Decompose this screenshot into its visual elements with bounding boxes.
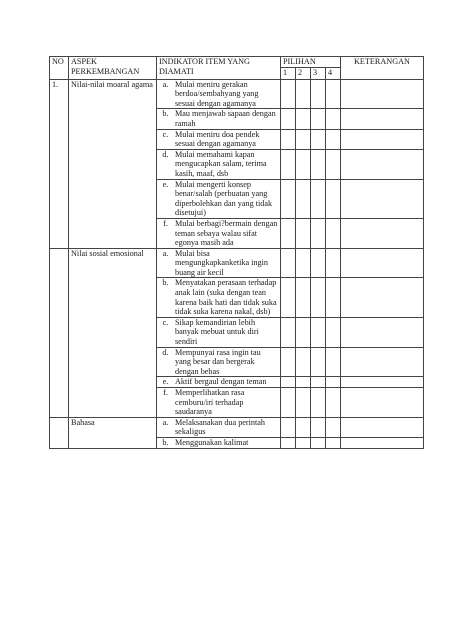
keterangan-cell[interactable] <box>341 218 424 248</box>
choice-cell-1[interactable] <box>281 248 296 278</box>
indicator-cell <box>157 317 281 347</box>
indicator-text: Mulai bisa mengungkapkanketika ingin buang air kecil <box>175 248 268 277</box>
choice-cell-3[interactable] <box>311 437 326 448</box>
aspect-label: Bahasa <box>69 417 157 448</box>
indicator-cell <box>157 218 281 248</box>
indicator-cell <box>157 79 281 109</box>
pilihan-col-3: 3 <box>311 67 326 79</box>
indicator-text: Mulai meniru gerakan berdoa/sembahyang yang sesuai dengan agamanya <box>175 79 259 108</box>
choice-cell-2[interactable] <box>296 248 311 278</box>
choice-cell-3[interactable] <box>311 278 326 317</box>
choice-cell-4[interactable] <box>326 218 341 248</box>
header-no: NO <box>50 57 69 80</box>
choice-cell-3[interactable] <box>311 79 326 109</box>
row-number <box>50 248 69 417</box>
choice-cell-4[interactable] <box>326 347 341 377</box>
choice-cell-2[interactable] <box>296 109 311 129</box>
indicator-cell <box>157 417 281 437</box>
choice-cell-3[interactable] <box>311 347 326 377</box>
keterangan-cell[interactable] <box>341 248 424 278</box>
keterangan-cell[interactable] <box>341 278 424 317</box>
choice-cell-1[interactable] <box>281 347 296 377</box>
indicator-text: Memperlihatkan rasa cemburu/iri terhadap saudaranya <box>175 388 245 417</box>
indicator-text: Mulai memahami kapan mengucapkan salam, terima kasih, maaf, dsb <box>175 149 267 178</box>
choice-cell-4[interactable] <box>326 179 341 218</box>
choice-cell-1[interactable] <box>281 278 296 317</box>
aspect-label: Nilai sosial emosional <box>69 248 157 417</box>
indicator-cell <box>157 109 281 129</box>
choice-cell-1[interactable] <box>281 388 296 418</box>
choice-cell-2[interactable] <box>296 377 311 388</box>
indicator-letter: f. <box>163 218 168 228</box>
table-row <box>50 248 424 278</box>
indicator-letter: d. <box>162 149 169 159</box>
indicator-text: Melaksanakan dua perintah sekaligus <box>175 417 266 437</box>
keterangan-cell[interactable] <box>341 79 424 109</box>
choice-cell-4[interactable] <box>326 109 341 129</box>
choice-cell-1[interactable] <box>281 218 296 248</box>
table-body <box>50 79 424 448</box>
indicator-text: Mempunyai rasa ingin tau yang besar dan bergerak dengan bebas <box>175 347 261 376</box>
indicator-letter: a. <box>162 417 169 427</box>
pilihan-col-2: 2 <box>296 67 311 79</box>
indicator-letter: f. <box>163 388 168 397</box>
choice-cell-1[interactable] <box>281 317 296 347</box>
indicator-cell <box>157 149 281 179</box>
choice-cell-2[interactable] <box>296 388 311 418</box>
indicator-cell <box>157 179 281 218</box>
choice-cell-3[interactable] <box>311 317 326 347</box>
choice-cell-4[interactable] <box>326 149 341 179</box>
observation-table <box>49 56 424 449</box>
choice-cell-2[interactable] <box>296 317 311 347</box>
choice-cell-1[interactable] <box>281 149 296 179</box>
choice-cell-2[interactable] <box>296 179 311 218</box>
indicator-letter: a. <box>162 248 169 258</box>
choice-cell-3[interactable] <box>311 149 326 179</box>
keterangan-cell[interactable] <box>341 317 424 347</box>
header-pilihan: PILIHAN <box>281 57 341 68</box>
choice-cell-1[interactable] <box>281 377 296 388</box>
keterangan-cell[interactable] <box>341 377 424 388</box>
choice-cell-4[interactable] <box>326 417 341 437</box>
keterangan-cell[interactable] <box>341 388 424 418</box>
row-number <box>50 417 69 448</box>
indicator-cell <box>157 248 281 278</box>
choice-cell-4[interactable] <box>326 317 341 347</box>
keterangan-cell[interactable] <box>341 347 424 377</box>
indicator-letter: b. <box>162 109 169 119</box>
indicator-cell <box>157 437 281 448</box>
indicator-text: Mulai meniru doa pendek sesuai dengan agamanya <box>175 129 260 149</box>
indicator-letter: d. <box>162 347 169 357</box>
indicator-letter: b. <box>162 278 169 288</box>
indicator-text: Menyatakan perasaan terhadap anak lain (suka dengan tean karena baik hati dan tidak suka tidak suka karena nakal, dsb) <box>175 278 277 317</box>
choice-cell-2[interactable] <box>296 417 311 437</box>
pilihan-col-1: 1 <box>281 67 296 79</box>
keterangan-cell[interactable] <box>341 437 424 448</box>
choice-cell-2[interactable] <box>296 278 311 317</box>
table-row <box>50 417 424 437</box>
choice-cell-3[interactable] <box>311 179 326 218</box>
choice-cell-3[interactable] <box>311 218 326 248</box>
choice-cell-1[interactable] <box>281 109 296 129</box>
indicator-letter: c. <box>162 317 169 327</box>
choice-cell-4[interactable] <box>326 129 341 149</box>
choice-cell-3[interactable] <box>311 388 326 418</box>
choice-cell-2[interactable] <box>296 437 311 448</box>
choice-cell-1[interactable] <box>281 437 296 448</box>
header-aspek: ASPEK PERKEMBANGAN <box>69 57 157 80</box>
choice-cell-2[interactable] <box>296 129 311 149</box>
indicator-letter: b. <box>162 437 169 447</box>
choice-cell-4[interactable] <box>326 388 341 418</box>
keterangan-cell[interactable] <box>341 149 424 179</box>
indicator-letter: e. <box>162 377 169 387</box>
keterangan-cell[interactable] <box>341 417 424 437</box>
choice-cell-4[interactable] <box>326 248 341 278</box>
indicator-letter: c. <box>162 129 169 139</box>
choice-cell-3[interactable] <box>311 248 326 278</box>
indicator-text: Mulai berbagi?bermain dengan teman sebaya walau sifat egonya masih ada <box>175 218 278 248</box>
choice-cell-1[interactable] <box>281 417 296 437</box>
indicator-text: Aktif bergaul dengan teman <box>175 377 267 387</box>
choice-cell-4[interactable] <box>326 278 341 317</box>
header-indikator: INDIKATOR ITEM YANG DIAMATI <box>157 57 281 80</box>
keterangan-cell[interactable] <box>341 179 424 218</box>
choice-cell-1[interactable] <box>281 79 296 109</box>
indicator-text: Sikap kemandirian lebih banyak mebuat untuk diri sendiri <box>175 317 259 347</box>
choice-cell-1[interactable] <box>281 129 296 149</box>
choice-cell-3[interactable] <box>311 129 326 149</box>
indicator-letter: e. <box>162 179 169 189</box>
choice-cell-2[interactable] <box>296 218 311 248</box>
choice-cell-4[interactable] <box>326 377 341 388</box>
aspect-label: Nilai-nilai moaral agama <box>69 79 157 248</box>
indicator-text: Mau menjawab sapaan dengan ramah <box>175 109 276 128</box>
indicator-cell <box>157 129 281 149</box>
keterangan-cell[interactable] <box>341 129 424 149</box>
choice-cell-1[interactable] <box>281 179 296 218</box>
choice-cell-2[interactable] <box>296 79 311 109</box>
header-row <box>50 57 424 68</box>
choice-cell-2[interactable] <box>296 347 311 377</box>
indicator-cell <box>157 278 281 317</box>
choice-cell-3[interactable] <box>311 417 326 437</box>
indicator-cell <box>157 388 281 418</box>
keterangan-cell[interactable] <box>341 109 424 129</box>
indicator-text: Menggunakan kalimat <box>175 437 249 447</box>
row-number: 1. <box>50 79 69 248</box>
choice-cell-4[interactable] <box>326 79 341 109</box>
choice-cell-3[interactable] <box>311 109 326 129</box>
indicator-cell <box>157 377 281 388</box>
header-keterangan: KETERANGAN <box>341 57 424 80</box>
choice-cell-3[interactable] <box>311 377 326 388</box>
indicator-text: Mulai mengerti konsep benar/salah (perbuatan yang diperbolehkan dan yang tidak disetujui) <box>175 179 273 218</box>
indicator-cell <box>157 347 281 377</box>
choice-cell-2[interactable] <box>296 149 311 179</box>
choice-cell-4[interactable] <box>326 437 341 448</box>
table-row <box>50 79 424 109</box>
indicator-letter: a. <box>162 79 169 89</box>
pilihan-col-4: 4 <box>326 67 341 79</box>
